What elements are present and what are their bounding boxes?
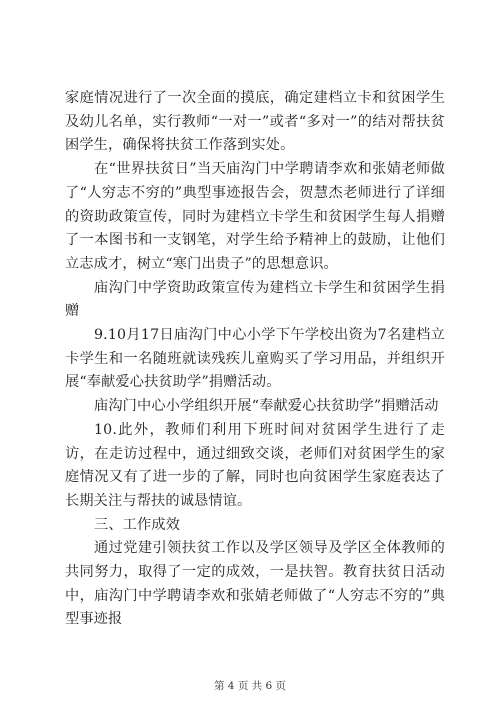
paragraph-results: 通过党建引领扶贫工作以及学区领导及学区全体教师的共同努力，取得了一定的成效，一是扶智。教育扶贫日活动中，庙沟门中学聘请李欢和张婧老师做了“人穷志不穷的”典型事迹报 — [65, 540, 445, 628]
paragraph-continuation: 家庭情况进行了一次全面的摸底，确定建档立卡和贫困学生及幼儿名单，实行教师“一对一”或者“多对一”的结对帮扶贫困学生，确保将扶贫工作落到实处。 — [65, 90, 445, 154]
paragraph-item-9: 9.10月17日庙沟门中心小学下午学校出资为7名建档立卡学生和一名随班就读残疾儿童购买了学习用品，并组织开展“奉献爱心扶贫助学”捐赠活动。 — [65, 327, 445, 391]
paragraph-world-poverty-day: 在“世界扶贫日”当天庙沟门中学聘请李欢和张婧老师做了“人穷志不穷的”典型事迹报告会，贺慧杰老师进行了详细的资助政策宣传，同时为建档立卡学生和贫困学生每人捐赠了一本图书和一支钢笔，对学生给予精神上的鼓励，让他们立志成才，树立“寒门出贵子”的思想意识。 — [65, 161, 445, 272]
section-heading-results: 三、工作成效 — [94, 516, 181, 533]
paragraph-item-10: 10.此外，教师们利用下班时间对贫困学生进行了走访，在走访过程中，通过细致交谈，老师们对贫困学生的家庭情况又有了进一步的了解，同时也向贫困学生家庭表达了长期关注与帮扶的诚恳情谊。 — [65, 421, 445, 509]
page-footer: 第 4 页 共 6 页 — [213, 680, 287, 692]
photo-caption-middle-school: 庙沟门中学资助政策宣传为建档立卡学生和贫困学生捐赠 — [65, 279, 445, 320]
photo-caption-central-primary: 庙沟门中心小学组织开展“奉献爱心扶贫助学”捐赠活动 — [94, 398, 439, 415]
document-body — [65, 87, 445, 632]
